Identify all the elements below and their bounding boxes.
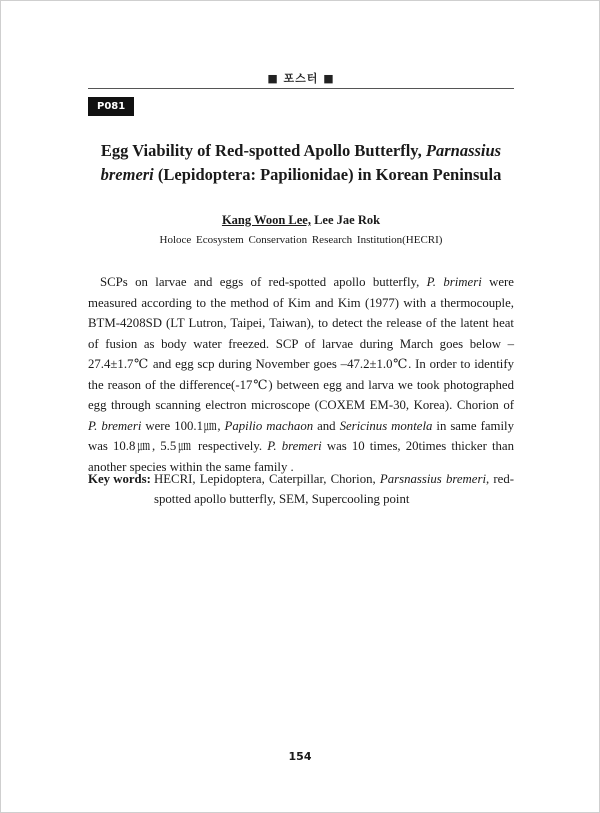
keywords — [88, 469, 514, 509]
title-genus: Parnassius — [425, 141, 502, 160]
authors — [88, 213, 514, 228]
keywords-text: , red-spotted apollo butterfly, SEM, Supercooling point — [154, 472, 514, 506]
abstract-species: P. bremeri — [267, 439, 322, 453]
keywords-text: HECRI, Lepidoptera, Caterpillar, Chorion, — [154, 472, 380, 486]
paper-title — [70, 139, 532, 187]
page-number: 154 — [288, 750, 312, 763]
keywords-list — [154, 469, 514, 509]
title-part2: (Lepidoptera: Papilionidae) in Korean Peninsula — [153, 165, 502, 184]
title-species: bremeri — [100, 165, 154, 184]
keywords-label: Key words: — [88, 472, 151, 486]
header-rule — [88, 88, 514, 89]
author-kang-woon-lee: Kang Woon Lee, — [221, 213, 311, 227]
abstract-species: P. brimeri — [426, 275, 482, 289]
abstract-text: SCPs on larvae and eggs of red-spotted apollo butterfly, — [100, 275, 427, 289]
abstract-species: Papilio machaon — [224, 418, 314, 433]
author-lee-jae-rok: Lee Jae Rok — [310, 213, 381, 227]
abstract-text: were measured according to the method of Kim and Kim (1977) with a thermocouple, BTM-4208SD (LT Lutron, Taipei, Taiwan), to detect the release of the latent heat of fusion as body water freezed. SCP of larvae during March goes below –27.4±1.7℃ and egg scp during November goes –47.2±1.0℃. In order to identify the reason of the difference(-17℃) between egg and larva we took photographed egg through scanning electron microscope (COXEM EM-30, Korea). Chorion of — [88, 275, 514, 412]
abstract — [88, 272, 514, 477]
keywords-species: Parsnassius bremeri — [379, 472, 486, 486]
abstract-text: were 100.1㎛, — [141, 418, 225, 433]
affiliation: Holoce Ecosystem Conservation Research Institution(HECRI) — [159, 234, 443, 246]
abstract-text: and — [313, 418, 340, 433]
abstract-text: was 10 times, 20times thicker than another species within the same family . — [88, 439, 514, 474]
abstract-text: in same family was 10.8㎛, 5.5㎛ respectively. — [88, 418, 514, 453]
poster-id-badge: P081 — [88, 97, 134, 116]
abstract-species: P. bremeri — [88, 418, 142, 433]
abstract-species: Sericinus montela — [339, 418, 433, 433]
title-part1: Egg Viability of Red-spotted Apollo Butterfly, — [100, 141, 426, 160]
section-header: ■ 포스터 ■ — [267, 72, 335, 85]
